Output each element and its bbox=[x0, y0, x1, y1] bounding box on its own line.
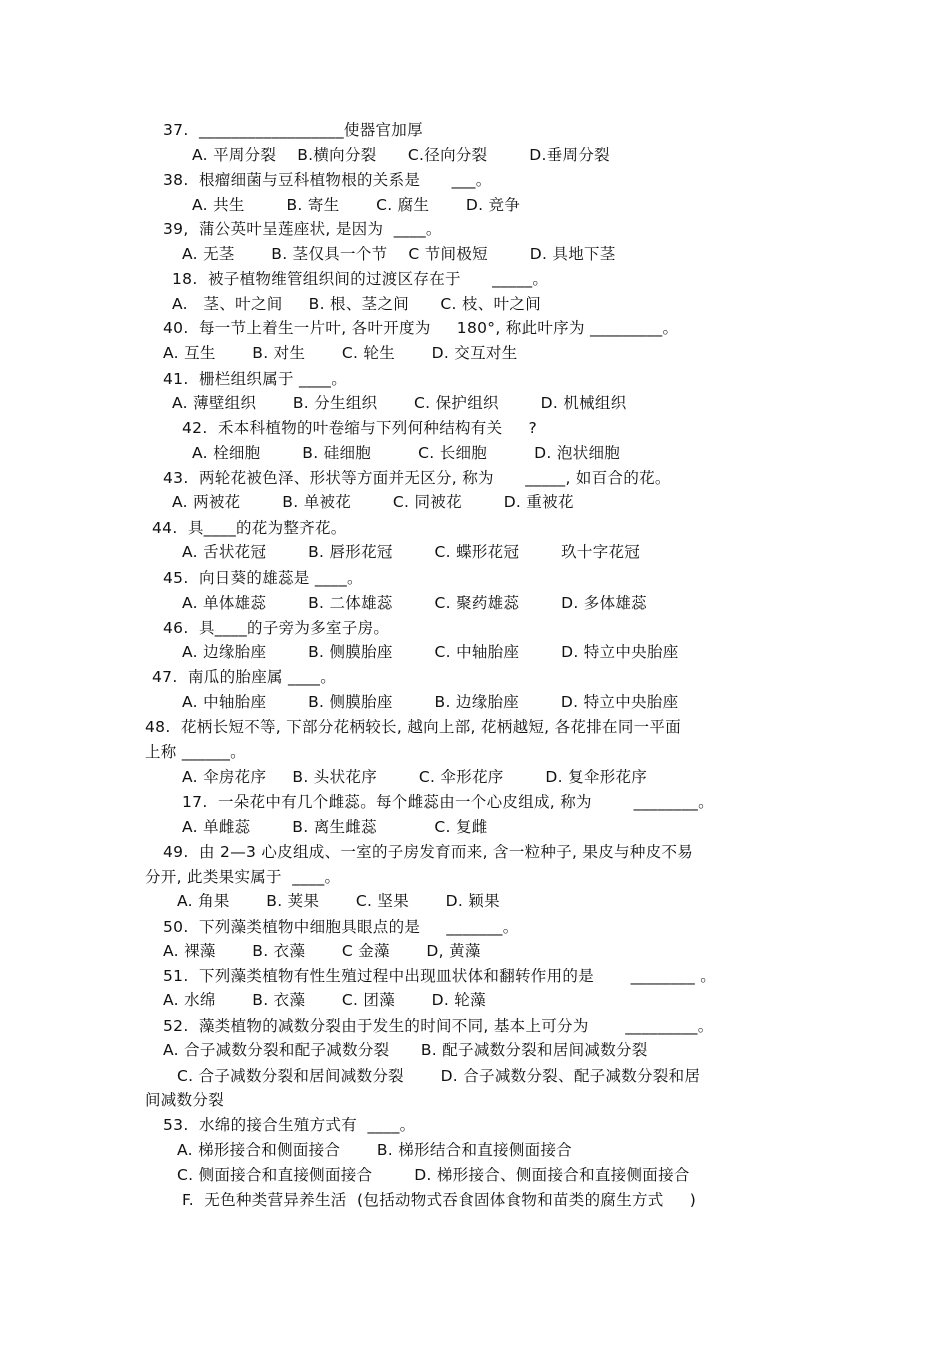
text-line: 上称 ______。 bbox=[145, 743, 246, 761]
text-line: 47. 南瓜的胎座属 ____。 bbox=[152, 668, 337, 686]
text-line: 39, 蒲公英叶呈莲座状, 是因为 ____。 bbox=[163, 220, 442, 238]
text-line: F. 无色种类营异养生活 (包括动物式吞食固体食物和苗类的腐生方式 ) bbox=[182, 1191, 697, 1209]
text-line: A. 裸藻 B. 衣藻 C 金藻 D, 黄藻 bbox=[163, 942, 481, 960]
text-line: A. 角果 B. 荚果 C. 坚果 D. 颖果 bbox=[177, 892, 500, 910]
text-line: A. 伞房花序 B. 头状花序 C. 伞形花序 D. 复伞形花序 bbox=[182, 768, 648, 786]
text-line: A. 无茎 B. 茎仅具一个节 C 节间极短 D. 具地下茎 bbox=[182, 245, 616, 263]
text-line: A. 薄壁组织 B. 分生组织 C. 保护组织 D. 机械组织 bbox=[172, 394, 627, 412]
text-line: A. 舌状花冠 B. 唇形花冠 C. 蝶形花冠 玖十字花冠 bbox=[182, 543, 641, 561]
text-line: A. 单体雄蕊 B. 二体雄蕊 C. 聚药雄蕊 D. 多体雄蕊 bbox=[182, 594, 647, 612]
text-line: 间减数分裂 bbox=[145, 1091, 225, 1109]
text-line: C. 合子减数分裂和居间减数分裂 D. 合子减数分裂、配子减数分裂和居 bbox=[177, 1067, 701, 1085]
text-line: A. 梯形接合和侧面接合 B. 梯形结合和直接侧面接合 bbox=[177, 1141, 573, 1159]
text-line: A. 单雌蕊 B. 离生雌蕊 C. 复雌 bbox=[182, 818, 488, 836]
text-line: A. 边缘胎座 B. 侧膜胎座 C. 中轴胎座 D. 特立中央胎座 bbox=[182, 643, 679, 661]
text-line: 51. 下列藻类植物有性生殖过程中出现皿状体和翻转作用的是 ________ 。 bbox=[163, 967, 717, 985]
text-line: 43. 两轮花被色泽、形状等方面并无区分, 称为 _____, 如百合的花。 bbox=[163, 469, 671, 487]
text-line: A. 茎、叶之间 B. 根、茎之间 C. 枝、叶之间 bbox=[172, 295, 542, 313]
text-line: A. 栓细胞 B. 硅细胞 C. 长细胞 D. 泡状细胞 bbox=[192, 444, 621, 462]
text-line: 40. 每一节上着生一片叶, 各叶开度为 180°, 称此叶序为 _________。 bbox=[163, 319, 679, 337]
text-line: 50. 下列藻类植物中细胞具眼点的是 _______。 bbox=[163, 918, 519, 936]
text-line: A. 共生 B. 寄生 C. 腐生 D. 竞争 bbox=[192, 196, 521, 214]
text-line: 53. 水绵的接合生殖方式有 ____。 bbox=[163, 1116, 416, 1134]
text-line: A. 水绵 B. 衣藻 C. 团藻 D. 轮藻 bbox=[163, 991, 486, 1009]
text-line: C. 侧面接合和直接侧面接合 D. 梯形接合、侧面接合和直接侧面接合 bbox=[177, 1166, 690, 1184]
text-line: 37. __________________使器官加厚 bbox=[163, 121, 423, 139]
text-line: 49. 由 2—3 心皮组成、一室的子房发育而来, 含一粒种子, 果皮与种皮不易 bbox=[163, 843, 694, 861]
text-line: A. 两被花 B. 单被花 C. 同被花 D. 重被花 bbox=[172, 493, 574, 511]
text-line: 52. 藻类植物的减数分裂由于发生的时间不同, 基本上可分为 _________。 bbox=[163, 1017, 714, 1035]
text-line: 46. 具____的子旁为多室子房。 bbox=[163, 619, 390, 637]
text-line: A. 中轴胎座 B. 侧膜胎座 B. 边缘胎座 D. 特立中央胎座 bbox=[182, 693, 679, 711]
text-line: A. 合子减数分裂和配子减数分裂 B. 配子减数分裂和居间减数分裂 bbox=[163, 1041, 648, 1059]
text-line: 48. 花柄长短不等, 下部分花柄较长, 越向上部, 花柄越短, 各花排在同一平面 bbox=[145, 718, 682, 736]
text-line: 分开, 此类果实属于 ____。 bbox=[145, 868, 341, 886]
text-line: 38. 根瘤细菌与豆科植物根的关系是 ___。 bbox=[163, 171, 492, 189]
text-line: A. 平周分裂 B.横向分裂 C.径向分裂 D.垂周分裂 bbox=[192, 146, 610, 164]
text-line: 17. 一朵花中有几个雌蕊。每个雌蕊由一个心皮组成, 称为 ________。 bbox=[182, 793, 714, 811]
text-line: 44. 具____的花为整齐花。 bbox=[152, 519, 347, 537]
text-line: A. 互生 B. 对生 C. 轮生 D. 交互对生 bbox=[163, 344, 518, 362]
text-line: 42. 禾本科植物的叶卷缩与下列何种结构有关 ? bbox=[182, 419, 538, 437]
text-line: 45. 向日葵的雄蕊是 ____。 bbox=[163, 569, 363, 587]
text-line: 18. 被子植物维管组织间的过渡区存在于 _____。 bbox=[172, 270, 549, 288]
text-line: 41. 栅栏组织属于 ____。 bbox=[163, 370, 348, 388]
